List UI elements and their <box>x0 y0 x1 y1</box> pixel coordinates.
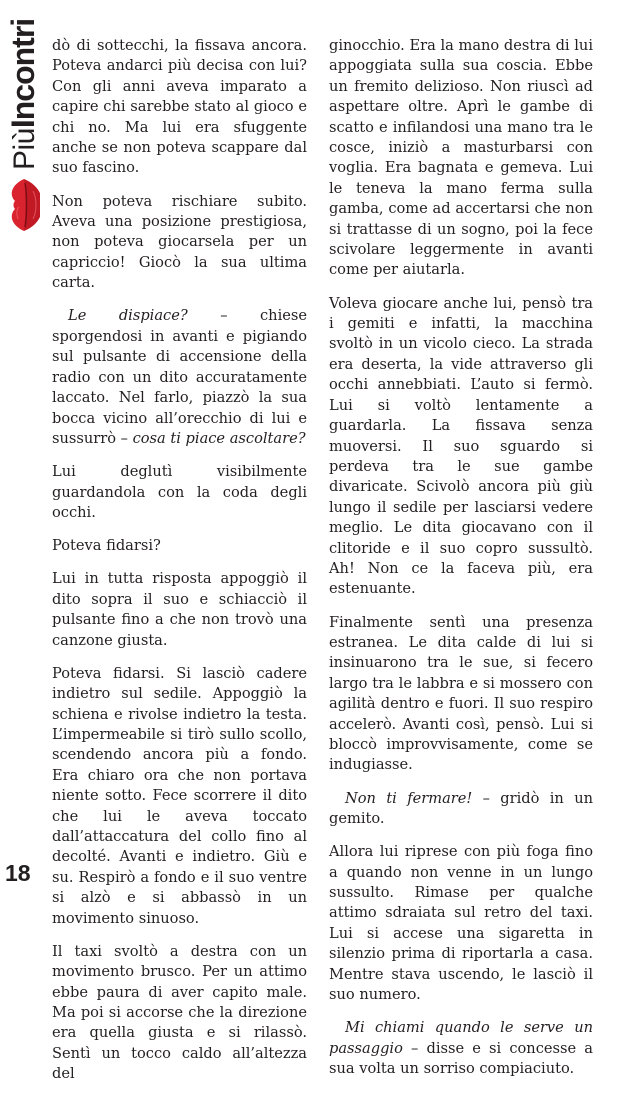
sidebar <box>0 0 40 903</box>
magazine-title-bold: Incontri <box>5 18 41 129</box>
dialogue-paragraph <box>52 306 307 449</box>
right-column <box>329 36 593 1092</box>
lips-kiss-icon <box>8 176 40 234</box>
paragraph: Poteva fidarsi? <box>52 537 161 555</box>
dialogue-quote: Non ti fermare! <box>345 789 473 807</box>
paragraph: Non poteva rischiare subito. Aveva una posizione prestigiosa, non poteva giocarsela per un capriccio! Giocò la sua ultima carta. <box>52 192 307 292</box>
paragraph: Allora lui riprese con più foga fino a quando non venne in un lungo sussulto. Rimase per qualche attimo sdraiata sul retro del taxi. Lui si accese una sigaretta in silenzio prima di riportarla a casa. Mentre stava uscendo, le lasciò il suo numero. <box>329 843 593 1004</box>
dialogue-quote: Le dispiace? <box>68 307 188 325</box>
paragraph: Lui in tutta risposta appoggiò il dito sopra il suo e schiacciò il pulsante fino a che non trovò una canzone giusta. <box>52 570 307 649</box>
dialogue-quote: Mi chiami quando le serve un passaggio <box>329 1019 593 1057</box>
paragraph: Poteva fidarsi. Si lasciò cadere indietro sul sedile. Appoggiò la schiena e rivolse indietro la testa. L’impermeabile si tirò sullo scollo, scendendo ancora più a fondo. Era chiaro ora che non portava niente sotto. Fece scorrere il dito che lui le aveva toccato dall’attaccatura del collo fino al decolté. Avanti e indietro. Giù e su. Respirò a fondo e il suo ventre si alzò e si abbassò in un movimento sinuoso. <box>52 664 307 927</box>
paragraph: Finalmente sentì una presenza estranea. Le dita calde di lui si insinuarono tra le sue, si fecero largo tra le labbra e si mossero con agilità dentro e fuori. Il suo respiro accelerò. Avanti così, pensò. Lui si bloccò improvvisamente, come se indugiasse. <box>329 613 593 774</box>
paragraph: Lui deglutì visibilmente guardandola con la coda degli occhi. <box>52 463 307 521</box>
dialogue-text: – chiese sporgendosi in avanti e pigiando sul pulsante di accensione della radio con un dito accuratamente laccato. Nel farlo, piazzò la sua bocca vicino all’orecchio di lui e sussurrò – <box>52 307 308 447</box>
page-number: 18 <box>5 860 31 886</box>
magazine-title <box>7 19 39 170</box>
dialogue-text: – disse e si concesse a sua volta un sorriso compiaciuto. <box>329 1039 593 1078</box>
dialogue-quote: cosa ti piace ascoltare? <box>132 429 306 447</box>
paragraph: Il taxi svoltò a destra con un movimento brusco. Per un attimo ebbe paura di aver capito male. Ma poi si accorse che la direzione era quella giusta e si rilassò. Sentì un tocco caldo all’altezza del <box>52 942 307 1083</box>
left-column <box>52 36 307 1097</box>
dialogue-text: – gridò in un gemito. <box>329 789 593 828</box>
dialogue-paragraph <box>329 789 593 830</box>
magazine-title-light: Più <box>8 128 41 170</box>
paragraph: dò di sottecchi, la fissava ancora. Poteva andarci più decisa con lui? Con gli anni aveva imparato a capire chi sarebbe stato al gioco e chi no. Ma lui era sfuggente anche se non poteva scappare dal suo fascino. <box>52 37 307 177</box>
paragraph: Voleva giocare anche lui, pensò tra i gemiti e infatti, la macchina svoltò in un vicolo cieco. La strada era deserta, la vide attraverso gli occhi annebbiati. L’auto si fermò. Lui si voltò lentamente a guardarla. La fissava senza muoversi. Il suo sguardo si perdeva tra le sue gambe divaricate. Scivolò ancora più giù lungo il sedile per lasciarsi vedere meglio. Le dita giocavano con il clitoride e il suo copro sussultò. Ah! Non ce la faceva più, era estenuante. <box>329 294 593 598</box>
dialogue-paragraph <box>329 1018 593 1079</box>
magazine-logo <box>5 0 39 240</box>
paragraph: ginocchio. Era la mano destra di lui appoggiata sulla sua coscia. Ebbe un fremito delizioso. Non riuscì ad aspettare oltre. Aprì le gambe di scatto e infilandosi una mano tra le cosce, iniziò a masturbarsi con voglia. Era bagnata e gemeva. Lui le teneva la mano ferma sulla gamba, come ad accertarsi che non si trattasse di un sogno, poi la fece scivolare leggermente in avanti come per aiutarla. <box>329 37 593 279</box>
